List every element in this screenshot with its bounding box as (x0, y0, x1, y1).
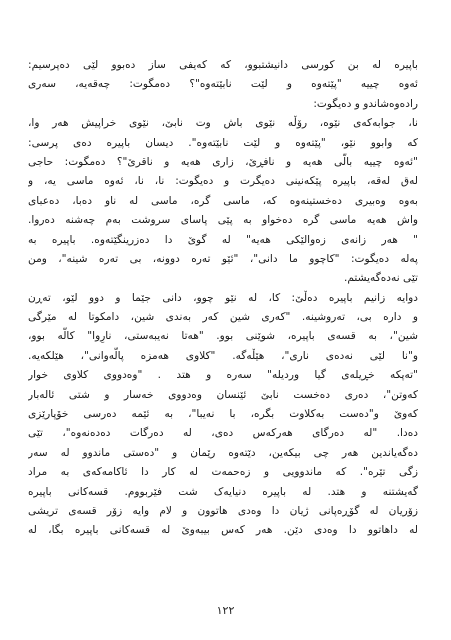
text-line: لە داهاتوو دا وەدی دێن. هەر کەس بیبەوێ لە قسەکانی باپیره بگا، لە (28, 524, 418, 537)
text-line: گەیشتنە و هتد. لە باپیره دنیایەک شت فێربووم. قسەکانی باپیره (28, 485, 418, 498)
page-number: ١٢٢ (216, 604, 235, 617)
text-line: و دارە بی، تەروشینە. "کەری شین کەر بەندی شین، دامکوتا لە مێرگی (28, 311, 418, 324)
text-line: تێی نەدەگەیشتم. (344, 272, 418, 285)
text-line: بەوە وەبیری دەخستینەوە کە، ماسی گرە، ماسی لە ناو دەبا، دەعبای (28, 194, 418, 207)
text-line: " هەر زانەی زەوالێکی هەیە" له گوێ دا دەزرینگێتەوە. باپیره بە (28, 233, 418, 246)
text-line: دەدا. "له دەرگای هەرکەس دەی، له دەرگات دەدەنەوە"، تێی (28, 427, 418, 440)
text-line: "ئەوە چییە بالّی هەیە و نافڕێ، زاری هەیە و ناقرێ"؟ دەمگوت: حاجی (28, 155, 418, 168)
text-line: پەلە دەیگوت: "کاچوو ما دانی"، "ئێو تەرە دوونە، بی تەرە شینە"، ومن (28, 252, 418, 265)
text-line: باپیره له بن کورسی دانیشتبوو، که کەیفی ساز دەبوو لێی دەپرسیم: (28, 59, 418, 71)
text-line: زۆریان لە گۆڕەپانی ژیان دا وەدی هاتوون و لام وایە زۆر قسەی تریشی (28, 504, 418, 517)
text-line: دوایە زانیم باپیره دەڵێ: کا، لە نێو چوو، دانی جێما و دوو لێو، تەڕن (28, 291, 418, 304)
text-line: "تەپکە خڕیلەی گیا وردیلە" سەرە و هتد . "وەدووی کلاوی خوار (28, 369, 418, 382)
text-line: کەوتن"، دەری دەخست نابێ ئێنسان وەدووی خەسار و شتی ئالەبار (28, 388, 418, 401)
text-line: و"نا لێی نەدەی ناری"، هێڵەگە. "کلاوی هەمزە پالّەوانی"، هێلکەیە. (28, 349, 418, 362)
text-line: کەوێ و"دەست بەکلاوت بگرە، با نەیبا"، بە ئێمە دەرسی خۆپارێزی (28, 408, 418, 421)
text-line: که وابوو نێو، "پێتەوە و لێت نابێتەوە". دیسان باپیره دەی پرسی: (28, 136, 418, 149)
text-line: دەگەیاندین هەر چی بیکەین، دێتەوە رێمان و "دەستی ماندوو لە سەر (28, 446, 418, 459)
text-line: لەق لەقە، باپیره پێکەنینی دەیگرت و دەیگوت: نا، نا، ئەوە ماسی یە، و (28, 175, 418, 188)
text-line: رادەوەشاندو و دەیگوت: (313, 97, 418, 110)
text-line: نا، جوابەکەی نێوە، رۆڵە نێوی باش وت نابێ، نێوی خراپیش هەر وا، (28, 117, 418, 130)
text-line: واش هەیە ماسی گرە دەخواو بە پێی پاسای سروشت بەم چەشنە دەروا. (28, 214, 418, 227)
text-line: ئەوە چییە "پێتەوە و لێت نابێتەوە"؟ دەمگوت: چەقەیە، سەری (28, 78, 418, 91)
body-text (28, 56, 418, 541)
text-line: شین"، بە قسەی باپیره، شوێنی بوو. "هەتا نەیبەستی، نارِوا" کالّه بوو، (28, 330, 418, 343)
text-line: زگی تێرە". کە ماندوویی و زەحمەت لە کار دا ئاکامەکەی بە مراد (28, 466, 418, 479)
